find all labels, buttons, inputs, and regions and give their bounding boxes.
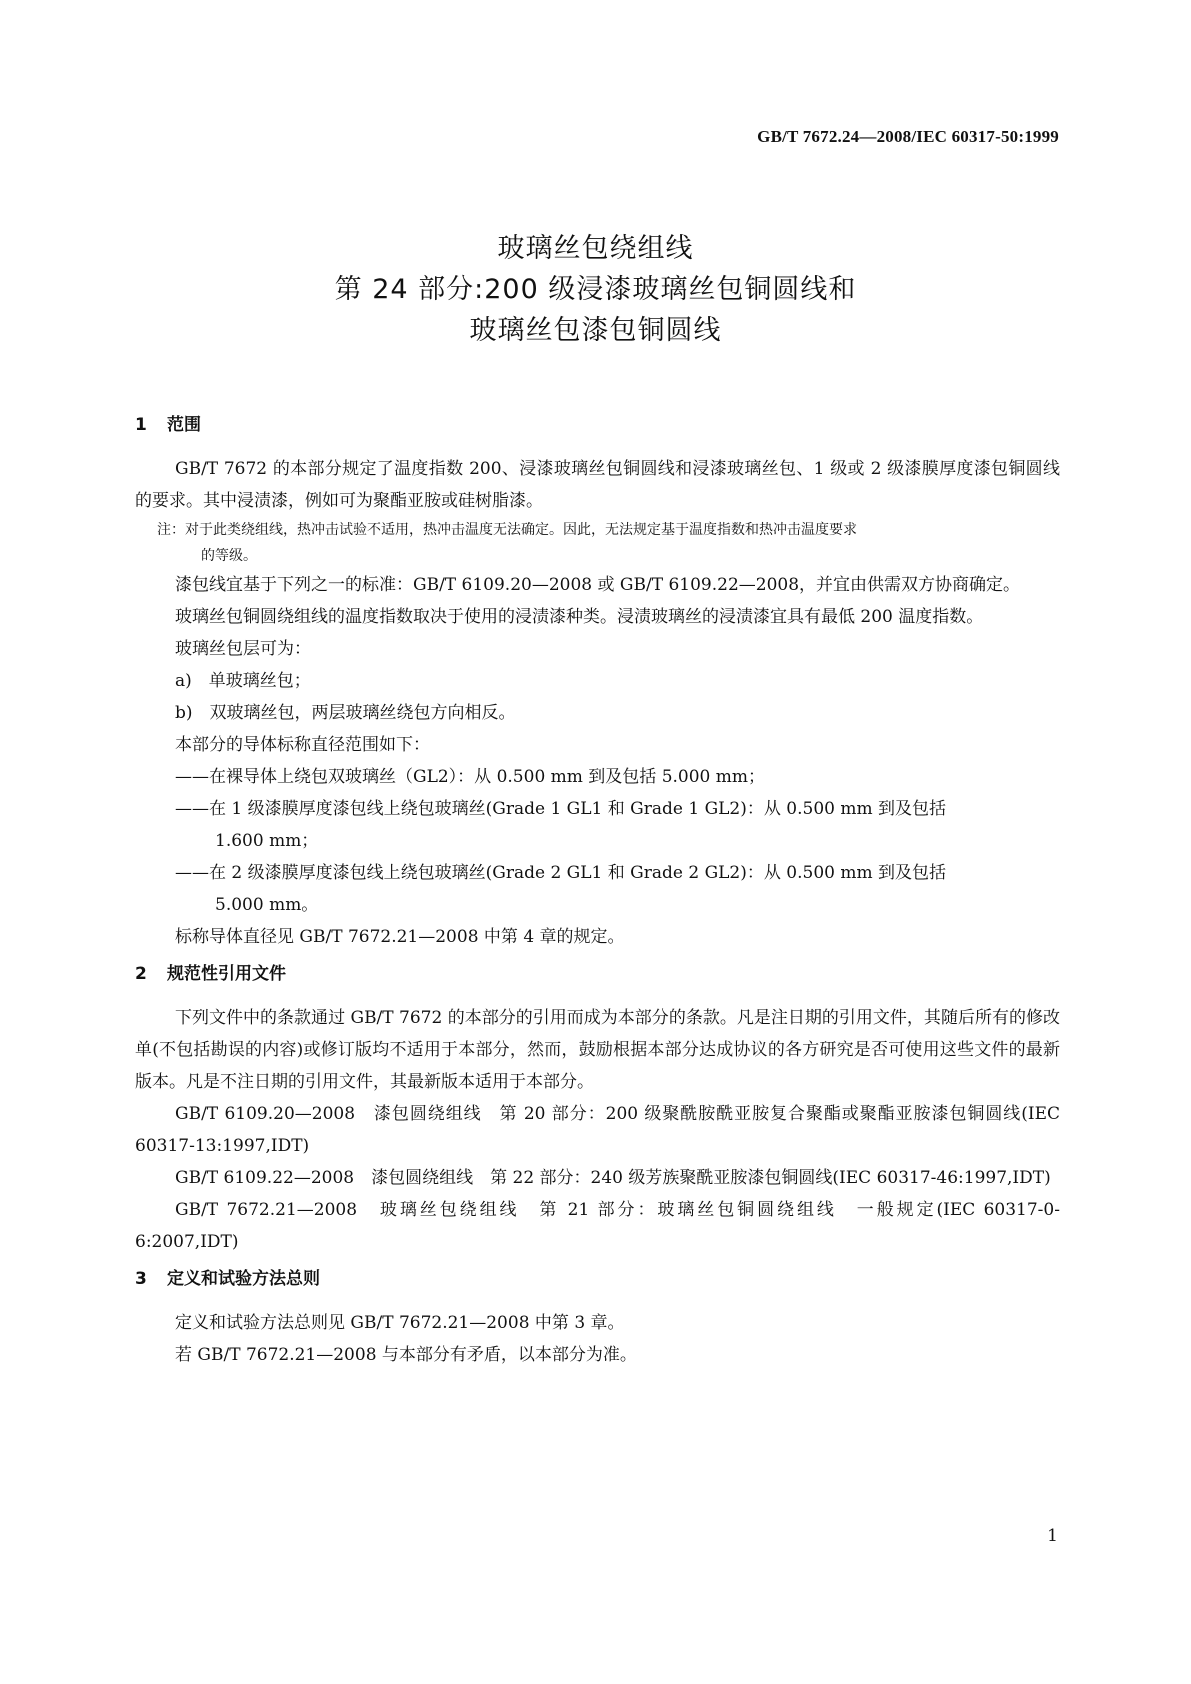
paragraph: 若 GB/T 7672.21—2008 与本部分有矛盾，以本部分为准。 bbox=[175, 1345, 637, 1365]
paragraph: 玻璃丝包层可为： bbox=[175, 639, 311, 659]
title-line-1: 玻璃丝包绕组线 bbox=[497, 233, 694, 264]
reference-entry: GB/T 6109.22—2008 漆包圆绕组线 第 22 部分：240 级芳族聚酰亚胺漆包铜圆线(IEC 60317-46:1997,IDT) bbox=[175, 1168, 1051, 1188]
title-line-3: 玻璃丝包漆包铜圆线 bbox=[469, 315, 722, 346]
section-title: 规范性引用文件 bbox=[167, 964, 286, 984]
standard-code: GB/T 7672.24—2008/IEC 60317-50:1999 bbox=[757, 127, 1059, 146]
paragraph: 玻璃丝包铜圆绕组线的温度指数取决于使用的浸渍漆种类。浸渍玻璃丝的浸渍漆宜具有最低 200 温度指数。 bbox=[175, 607, 984, 627]
paragraph: 定义和试验方法总则见 GB/T 7672.21—2008 中第 3 章。 bbox=[175, 1313, 625, 1333]
section-number: 3 bbox=[135, 1269, 147, 1289]
note-line: 注：对于此类绕组线，热冲击试验不适用，热冲击温度无法确定。因此，无法规定基于温度指数和热冲击温度要求 bbox=[157, 522, 857, 538]
paragraph: 本部分的导体标称直径范围如下： bbox=[175, 735, 430, 755]
reference-entry: GB/T 6109.20—2008 漆包圆绕组线 第 20 部分：200 级聚酰胺酰亚胺复合聚酯或聚酯亚胺漆包铜圆线(IEC 60317-13:1997,IDT) bbox=[135, 1104, 1060, 1156]
dash-item bbox=[135, 793, 1060, 857]
section-number: 2 bbox=[135, 964, 147, 984]
reference-entry: GB/T 7672.21—2008 玻璃丝包绕组线 第 21 部分：玻璃丝包铜圆绕组线 一般规定(IEC 60317-0-6:2007,IDT) bbox=[135, 1200, 1060, 1252]
dash-item bbox=[135, 857, 1060, 921]
section-number: 1 bbox=[135, 415, 147, 435]
section-title: 定义和试验方法总则 bbox=[167, 1269, 320, 1289]
title-line-2: 第 24 部分:200 级浸漆玻璃丝包铜圆线和 bbox=[334, 274, 857, 305]
dash-line: ——在 2 级漆膜厚度漆包线上绕包玻璃丝(Grade 2 GL1 和 Grade 2 GL2)：从 0.500 mm 到及包括 bbox=[175, 863, 947, 883]
list-item: b) 双玻璃丝包，两层玻璃丝绕包方向相反。 bbox=[175, 703, 516, 723]
dash-line: 1.600 mm； bbox=[215, 831, 319, 851]
section-1-heading bbox=[135, 410, 1060, 440]
paragraph: GB/T 7672 的本部分规定了温度指数 200、浸漆玻璃丝包铜圆线和浸漆玻璃丝包、1 级或 2 级漆膜厚度漆包铜圆线的要求。其中浸渍漆，例如可为聚酯亚胺或硅树脂漆。 bbox=[135, 459, 1060, 511]
section-3-heading bbox=[135, 1264, 1060, 1294]
list-item: a) 单玻璃丝包； bbox=[175, 671, 311, 691]
paragraph: 下列文件中的条款通过 GB/T 7672 的本部分的引用而成为本部分的条款。凡是注日期的引用文件，其随后所有的修改单(不包括勘误的内容)或修订版均不适用于本部分，然而，鼓励根据本部分达成协议的各方研究是否可使用这些文件的最新版本。凡是不注日期的引用文件，其最新版本适用于本部分。 bbox=[135, 1008, 1060, 1092]
dash-item bbox=[135, 761, 1060, 793]
dash-line: ——在 1 级漆膜厚度漆包线上绕包玻璃丝(Grade 1 GL1 和 Grade 1 GL2)：从 0.500 mm 到及包括 bbox=[175, 799, 947, 819]
paragraph: 漆包线宜基于下列之一的标准：GB/T 6109.20—2008 或 GB/T 6109.22—2008，并宜由供需双方协商确定。 bbox=[175, 575, 1021, 595]
note bbox=[135, 517, 1060, 569]
dash-line: 5.000 mm。 bbox=[215, 895, 319, 915]
document-body bbox=[135, 410, 1060, 1371]
section-title: 范围 bbox=[167, 415, 201, 435]
section-2-heading bbox=[135, 959, 1060, 989]
paragraph: 标称导体直径见 GB/T 7672.21—2008 中第 4 章的规定。 bbox=[175, 927, 625, 947]
note-line: 的等级。 bbox=[201, 548, 257, 564]
dash-line: ——在裸导体上绕包双玻璃丝（GL2）：从 0.500 mm 到及包括 5.000 mm； bbox=[175, 767, 766, 787]
page-number: 1 bbox=[1047, 1526, 1058, 1546]
document-title bbox=[0, 228, 1191, 351]
